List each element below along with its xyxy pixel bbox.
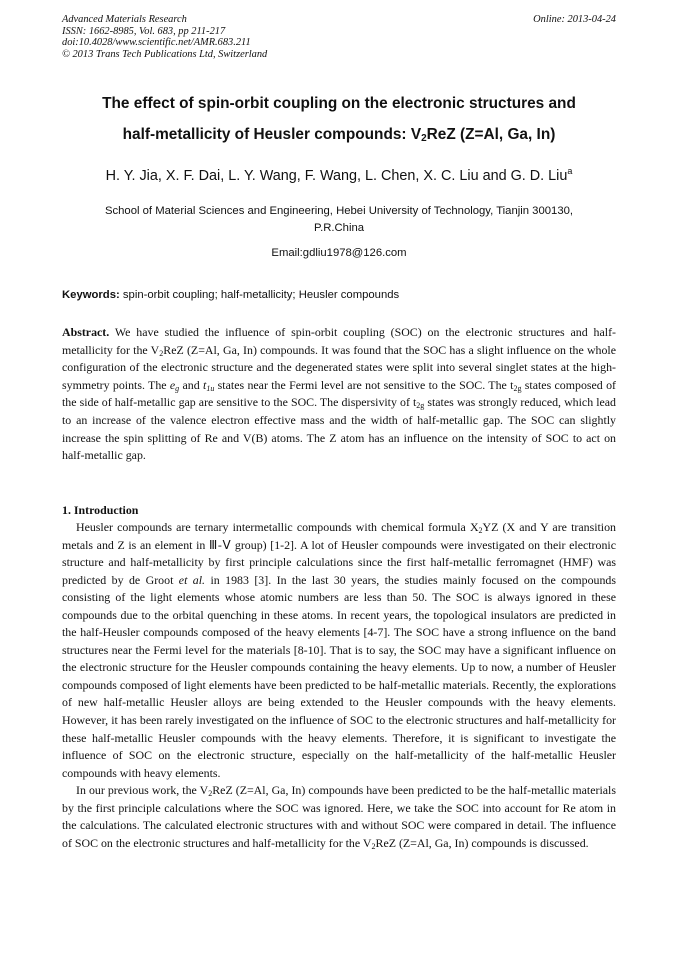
email[interactable]: Email:gdliu1978@126.com (271, 247, 407, 259)
author-superscript: a (567, 166, 573, 176)
issn-line: ISSN: 1662-8985, Vol. 683, pp 211-217 (62, 25, 226, 37)
journal-name: Advanced Materials Research (62, 14, 187, 25)
introduction-body (62, 519, 616, 852)
keywords: Keywords: spin-orbit coupling; half-metallicity; Heusler compounds (62, 289, 400, 301)
abstract-label: Abstract. (62, 325, 110, 339)
title-line-1: The effect of spin-orbit coupling on the electronic structures and (102, 95, 576, 112)
journal-header (62, 14, 616, 60)
keywords-label: Keywords: (62, 289, 120, 301)
affiliation: School of Material Sciences and Engineering, Hebei University of Technology, Tianjin 300130, P.R.China (104, 205, 574, 234)
online-date: Online: 2013-04-24 (533, 14, 616, 25)
title-line-2: half-metallicity of Heusler compounds: $V_2ReZ$ (Z=Al, Ga, In) (122, 126, 556, 144)
intro-paragraph-2: In our previous work, the $V_2ReZ$ (Z=Al, Ga, In) compounds have been predicted to be the half-metallic materials by the first principle calculations where the SOC was ignored. Here, we take the SOC into account for Re atom in the calculations. The calculated electronic structures with and without SOC were compared in detail. The influence of SOC on the electronic structures and half-metallicity for the $V_2ReZ$ (Z=Al, Ga, In) compounds is discussed. (62, 783, 616, 851)
section-heading-introduction: 1. Introduction (62, 503, 139, 517)
doi-line[interactable]: doi:10.4028/www.scientific.net/AMR.683.211 (62, 37, 251, 49)
author-list: H. Y. Jia, X. F. Dai, L. Y. Wang, F. Wang, L. Chen, X. C. Liu and G. D. Liu$^a$ (105, 166, 573, 184)
intro-paragraph-1: Heusler compounds are ternary intermetallic compounds with chemical formula $X_2YZ$ (X and Y are transition metals and Z is an element in Ⅲ-Ⅴ group) [1-2]. A lot of Heusler compounds were investigated on their electronic structure and half-metallicity by first principle calculations since the first half-metallic ferromagnet (HMF) was predicted by de Groot et al. in 1983 [3]. In the last 30 years, the studies mainly focused on the compounds consisting of the light elements whose atomic numbers are less than 50. The SOC is always ignored in these compounds due to the orbital quenching in these atoms. In recent years, the topological insulators are predicted in the half-Heusler compounds composed of the heavy elements [4-7]. The SOC have a strong influence on the band structures near the Fermi level for the materials [8-10]. That is to say, the SOC may have a significant influence on the electronic structure for the Heusler compounds containing the heavy elements. Up to now, a number of Heusler compounds composed of light elements have been predicted to be half-metallic materials. Recently, the explorations of new half-metallic Heusler alloys are being extended to the Heusler compounds with the heavy elements. However, it has been rarely investigated on the influence of SOC to the electronic structures and half-metallicity for these half-metallic Heusler compounds with the heavy elements. Therefore, it is significant to investigate the influence of SOC on the electronic structure, especially on the half-metallicity of the half-metallic Heusler compounds with heavy elements. (62, 520, 617, 780)
paper-title (62, 88, 616, 150)
abstract: Abstract. We have studied the influence of spin-orbit coupling (SOC) on the electronic structures and half-metallicity for the $V_2ReZ$ (Z=Al, Ga, In) compounds. It was found that the SOC has a slight influence on the whole configuration of the electronic structure and the degenerated states were split into several singlet states at the high-symmetry points. The $e_g$ and $t_{1u}$ states near the Fermi level are not sensitive to the SOC. The $t_{2g}$ states composed of the side of half-metallic gap are sensitive to the SOC. The dispersivity of $t_{2g}$ states was strongly reduced, which lead to an increase of the valence electron effective mass and the width of half-metallic gap. The SOC can slightly increase the spin splitting of Re and V(B) atoms. The Z atom has an influence on the intensity of SOC to act on half-metallic gap. (62, 325, 617, 463)
copyright-line: © 2013 Trans Tech Publications Ltd, Switzerland (62, 48, 268, 60)
